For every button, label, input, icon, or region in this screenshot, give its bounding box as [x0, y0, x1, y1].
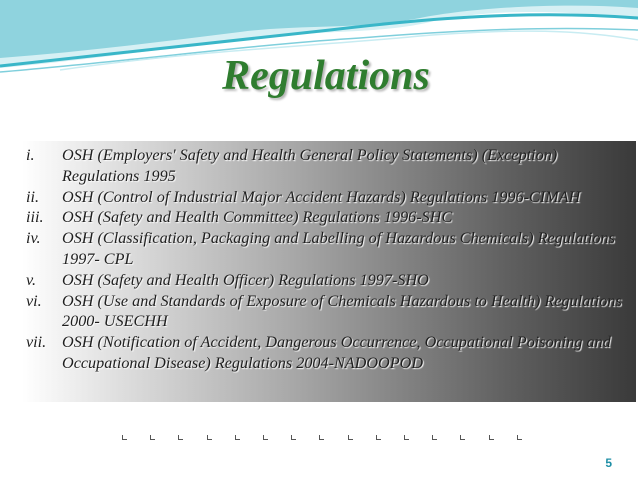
page-number: 5	[605, 456, 612, 470]
list-item-numeral: vi.	[26, 291, 42, 310]
bullet-mark-icon	[122, 435, 127, 440]
list-item	[22, 332, 636, 374]
list-item-text: OSH (Control of Industrial Major Accident Hazards) Regulations 1996-CIMAH	[62, 187, 581, 206]
list-item	[22, 270, 636, 291]
bullet-mark-icon	[319, 435, 324, 440]
bullet-mark-icon	[178, 435, 183, 440]
list-item-text: OSH (Notification of Accident, Dangerous Occurrence, Occupational Poisoning and Occupational Disease) Regulations 2004-NADOOPOD	[62, 333, 611, 372]
bullet-mark-icon	[432, 435, 437, 440]
list-item	[22, 291, 636, 333]
bullet-mark-icon	[207, 435, 212, 440]
regulations-list	[22, 145, 636, 374]
bullet-mark-icon	[404, 435, 409, 440]
bullet-mark-icon	[263, 435, 268, 440]
bullet-mark-icon	[348, 435, 353, 440]
list-item	[22, 187, 636, 208]
list-item-numeral: iii.	[26, 208, 44, 227]
bullet-mark-icon	[150, 435, 155, 440]
list-item	[22, 145, 636, 187]
list-item-numeral: i.	[26, 146, 35, 164]
bullet-mark-icon	[235, 435, 240, 440]
bullet-mark-icon	[489, 435, 494, 440]
list-item-text: OSH (Safety and Health Committee) Regulations 1996-SHC	[62, 208, 453, 227]
list-item	[22, 207, 636, 228]
list-item-numeral: vii.	[26, 333, 47, 352]
regulations-panel	[22, 141, 636, 402]
list-item-text: OSH (Use and Standards of Exposure of Chemicals Hazardous to Health) Regulations 2000- USECHH	[62, 291, 622, 331]
slide-title: Regulations	[222, 53, 430, 99]
list-item-numeral: iv.	[26, 229, 41, 248]
list-item-text: OSH (Safety and Health Officer) Regulations 1997-SHO	[62, 270, 429, 289]
list-item-numeral: ii.	[26, 187, 40, 206]
decorative-bullet-row	[122, 428, 522, 440]
list-item-text: OSH (Employers' Safety and Health General Policy Statements) (Exception) Regulations 1995	[62, 146, 558, 185]
bullet-mark-icon	[291, 435, 296, 440]
list-item-numeral: v.	[26, 270, 37, 289]
bullet-mark-icon	[460, 435, 465, 440]
bullet-mark-icon	[376, 435, 381, 440]
list-item-text: OSH (Classification, Packaging and Labelling of Hazardous Chemicals) Regulations 1997- CPL	[62, 229, 615, 268]
list-item	[22, 228, 636, 270]
bullet-mark-icon	[517, 435, 522, 440]
